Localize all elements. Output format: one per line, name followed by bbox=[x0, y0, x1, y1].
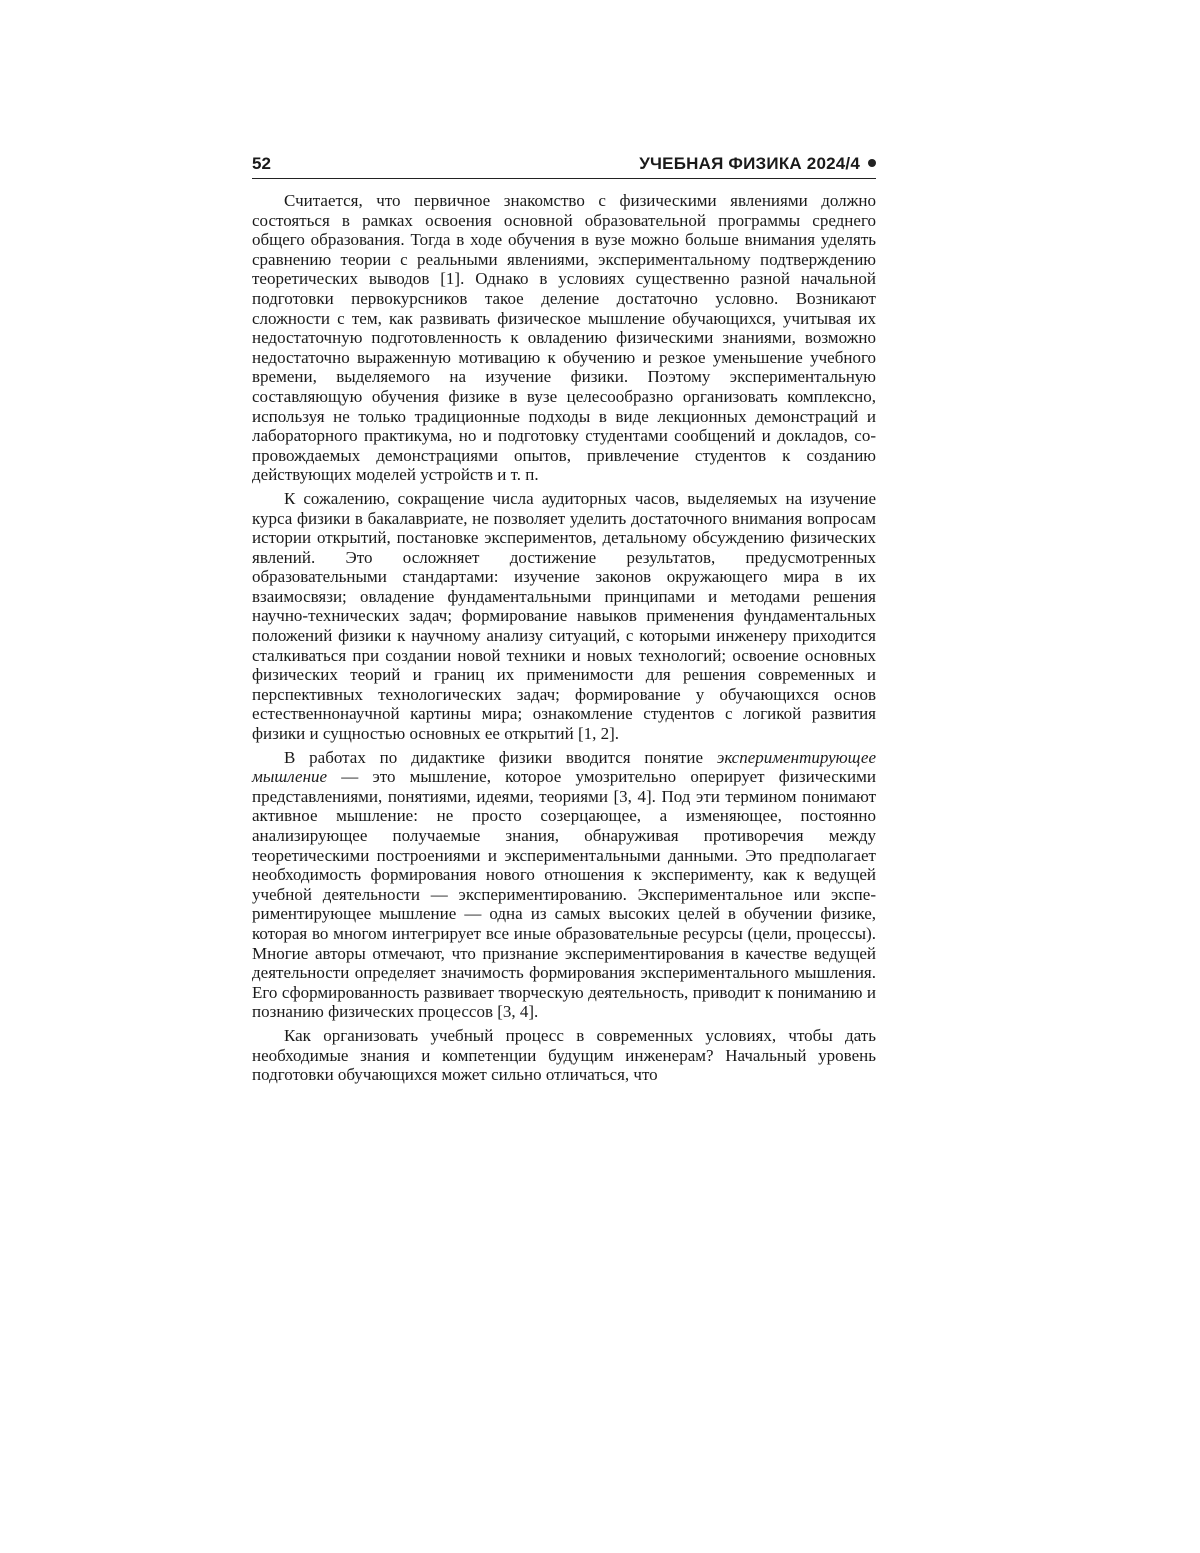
page-number: 52 bbox=[252, 154, 271, 173]
running-head bbox=[252, 150, 876, 179]
paragraph-1: Считается, что первичное знакомство с физическими явлениями должно состояться в рамках освоения основной образовательной программы среднего общего образования. Тогда в ходе обучения в вузе можно больше внимания уделять сравнению теории с реальными явлениями, экспериментальному подтверждению теоретических выводов [1]. Однако в условиях существенно разной начальной подготовки первокурсников такое деление достаточно условно. Возникают сложности с тем, как развивать физическое мышление обучающихся, учитывая их недостаточную подготовленность к овладению физическими знаниями, возможно недостаточно выраженную мотивацию к обучению и резкое уменьшение учебного времени, выделяемого на изучение физики. Поэтому экспериментальную составляющую обучения физике в вузе целесообразно организовать комплексно, используя не только традиционные подходы в виде лекционных демонстраций и лабораторного практикума, но и подготовку студентами сообщений и докладов, сопровождаемых демонстрациями опытов, привлечение студентов к созданию действующих моделей устройств и т. п. bbox=[252, 191, 876, 485]
bullet-icon bbox=[868, 159, 876, 167]
paragraph-4: Как организовать учебный процесс в современных условиях, чтобы дать необходимые знания и компетенции будущим инженерам? Начальный уровень подготовки обучающихся может сильно отличаться, что bbox=[252, 1025, 876, 1085]
paragraph-3 bbox=[252, 748, 876, 1022]
term-emphasis: экспериментирующее мышление bbox=[252, 747, 876, 787]
journal-title bbox=[639, 154, 876, 174]
article-body bbox=[252, 191, 876, 1085]
paragraph-2: К сожалению, сокращение числа аудиторных часов, выделяемых на изучение курса физики в бакалавриате, не позволяет уделить достаточного внимания вопросам истории открытий, постановке экспериментов, детальному обсуждению физических явлений. Это осложняет достижение результатов, предусмотренных образовательными стандартами: изучение законов окружающего мира в их взаимосвязи; овладение фундаментальными принципами и методами решения научно-технических задач; формирование навыков применения фундаментальных положений физики к научному анализу ситуаций, с которыми инженеру приходится сталкиваться при создании новой техники и новых технологий; освоение основных физических теорий и границ их применимости для решения современных и перспективных технологических задач; формирование у обучающихся основ естественнонаучной картины мира; ознакомление студентов с логикой развития физики и сущностью основных ее открытий [1, 2]. bbox=[252, 488, 876, 744]
paragraph-3-lead: В работах по дидактике физики вводится понятие bbox=[284, 747, 717, 767]
journal-page bbox=[252, 150, 876, 1089]
journal-title-text: УЧЕБНАЯ ФИЗИКА 2024/4 bbox=[639, 154, 860, 173]
paragraph-3-rest: — это мышление, которое умозрительно оперирует физическими представлениями, понятиями, идеями, теориями [3, 4]. Под эти термином понимают активное мышление: не просто созерцающее, а изменяющее, постоянно анализирующее получаемые знания, обнаруживая противоречия между теоретическими построениями и экспериментальными данными. Это предполагает необходимость формирования нового отношения к эксперименту, как к ведущей учебной деятельности — экспериментированию. Экспериментальное или экспериментирующее мышление — одна из самых высоких целей в обучении физике, которая во многом интегрирует все иные образовательные ресурсы (цели, процессы). Многие авторы отмечают, что признание экспериментирования в качестве ведущей деятельности определяет значимость формирования экспериментального мышления. Его сформированность развивает творческую деятельность, приводит к пониманию и познанию физических процессов [3, 4]. bbox=[252, 767, 876, 1022]
